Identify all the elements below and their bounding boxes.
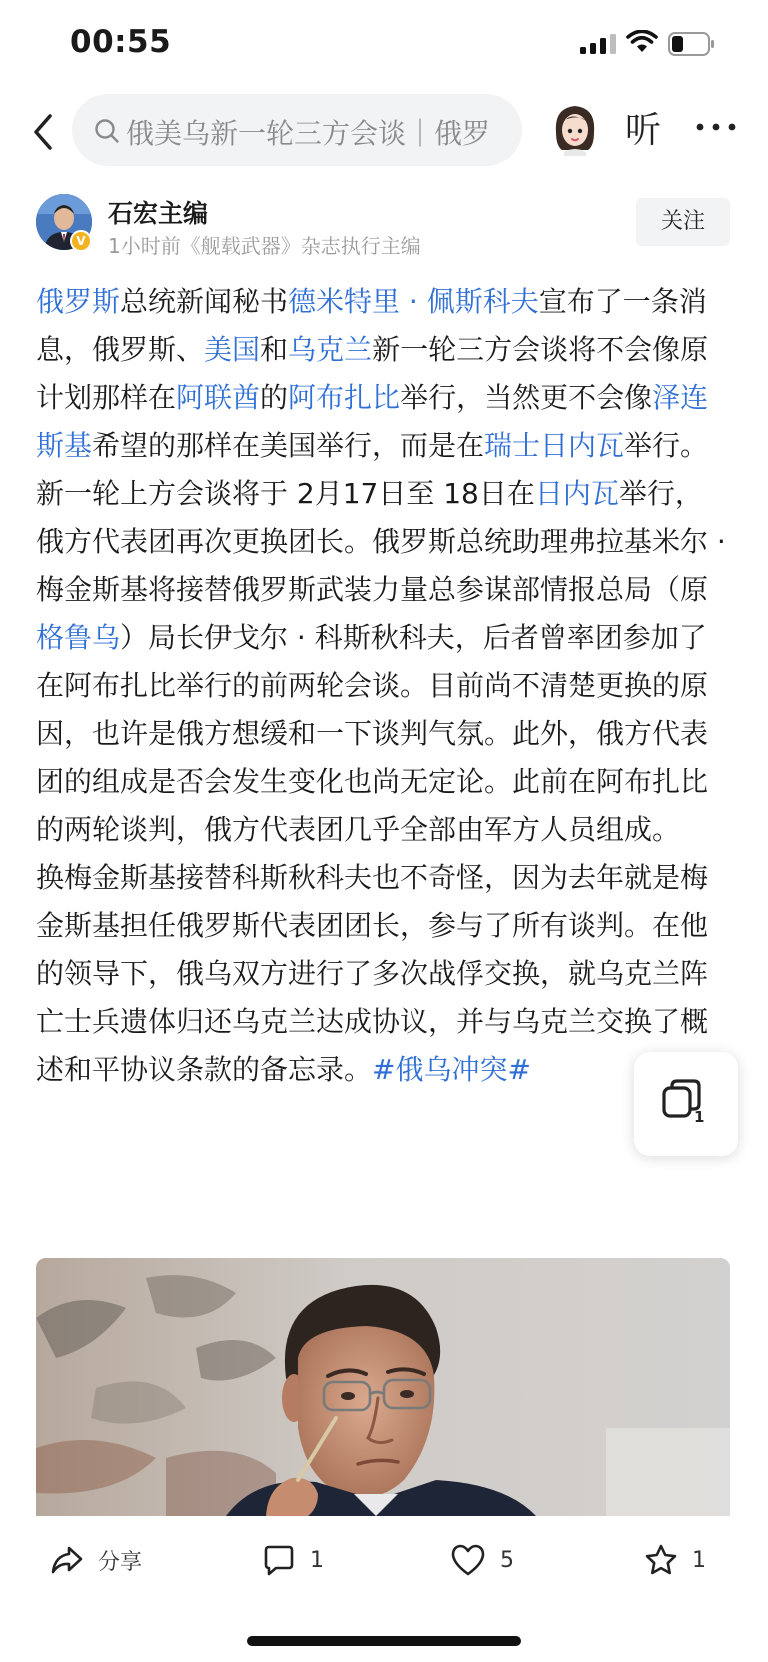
comment-icon [262,1543,296,1577]
article-text: 和 [260,333,289,366]
copy-count: 1 [694,1108,705,1126]
comment-button[interactable] [262,1540,324,1580]
heart-icon [450,1543,486,1577]
article-text: 举行，当然更不会像 [400,381,653,414]
entity-link[interactable]: 俄罗斯 [36,285,121,318]
article-text: 举行，俄方代表团再次更换团长。俄罗斯总统助理弗拉基米尔 · 梅金斯基将接替俄罗斯武装力量总参谋部情报总局（原 [36,477,726,606]
bottom-action-bar [0,1516,768,1662]
like-button[interactable] [450,1540,514,1580]
search-icon [94,118,120,144]
article-text: 新一轮上方会谈将于 2月17日至 18日在 [36,477,535,510]
article-text: 希望的那样在美国举行，而是在 [92,429,485,462]
article-text: 的 [260,381,289,414]
battery-icon [668,32,716,56]
floating-copy-button[interactable] [634,1052,738,1156]
entity-link[interactable]: 格鲁乌 [36,621,121,654]
article-text: 新一轮三方会谈将不会像原计划那样在 [36,333,709,414]
share-label: 分享 [98,1549,143,1575]
article-photo[interactable] [36,1258,730,1516]
star-icon [644,1543,678,1577]
entity-link[interactable]: 美国 [204,333,261,366]
author-name[interactable]: 石宏主编 [108,199,209,228]
listen-button[interactable]: 听 [625,110,662,151]
wifi-icon [626,30,658,54]
home-indicator[interactable] [247,1636,521,1646]
share-button[interactable] [50,1540,142,1580]
status-bar [0,0,768,88]
author-row [0,190,768,260]
article-text: 宣布了一条消息，俄罗斯、 [36,285,707,366]
photo-illustration [36,1258,730,1516]
entity-link[interactable]: 德米特里 · 佩斯科夫 [288,285,539,318]
entity-link[interactable]: 乌克兰 [288,333,373,366]
article-paragraph [36,278,728,470]
article-text: 总统新闻秘书 [120,285,289,318]
article-text: ）局长伊戈尔 · 科斯秋科夫，后者曾率团参加了在阿布扎比举行的前两轮会谈。目前尚不清楚更换的原因，也许是俄方想缓和一下谈判气氛。此外，俄方代表团的组成是否会发生变化也尚无定论。此前在阿布扎比的两轮谈判，俄方代表团几乎全部由军方人员组成。 [36,621,709,846]
share-icon [50,1543,84,1577]
search-query-text: 俄美乌新一轮三方会谈｜俄罗 [126,117,491,150]
comment-count: 1 [310,1547,324,1573]
hashtag-link[interactable]: #俄乌冲突# [372,1053,531,1086]
favorite-count: 1 [692,1547,706,1573]
status-time: 00:55 [70,24,172,60]
entity-link[interactable]: 阿联酋 [176,381,261,414]
author-meta: 1小时前《舰载武器》杂志执行主编 [108,234,421,258]
article-text: 举行。 [624,429,709,462]
avatar-icon[interactable] [550,102,600,156]
article-text: 换梅金斯基接替科斯秋科夫也不奇怪，因为去年就是梅金斯基担任俄罗斯代表团团长，参与了所有谈判。在他的领导下，俄乌双方进行了多次战俘交换，就乌克兰阵亡士兵遗体归还乌克兰达成协议，并与乌克兰交换了概述和平协议条款的备忘录。 [36,861,709,1086]
more-icon[interactable] [694,112,738,142]
verified-badge: V [70,230,92,252]
article-paragraph [36,470,728,854]
favorite-button[interactable] [644,1540,706,1580]
entity-link[interactable]: 日内瓦 [534,477,619,510]
article-paragraph [36,854,728,1094]
entity-link[interactable]: 瑞士日内瓦 [484,429,625,462]
top-nav [0,92,768,172]
follow-button[interactable]: 关注 [636,198,730,246]
cellular-signal-icon [580,34,616,54]
article-body [36,278,728,1094]
like-count: 5 [500,1547,514,1573]
entity-link[interactable]: 阿布扎比 [288,381,401,414]
search-input[interactable] [72,94,522,166]
back-icon[interactable] [24,108,64,156]
entity-link[interactable]: 泽连斯基 [36,381,709,462]
